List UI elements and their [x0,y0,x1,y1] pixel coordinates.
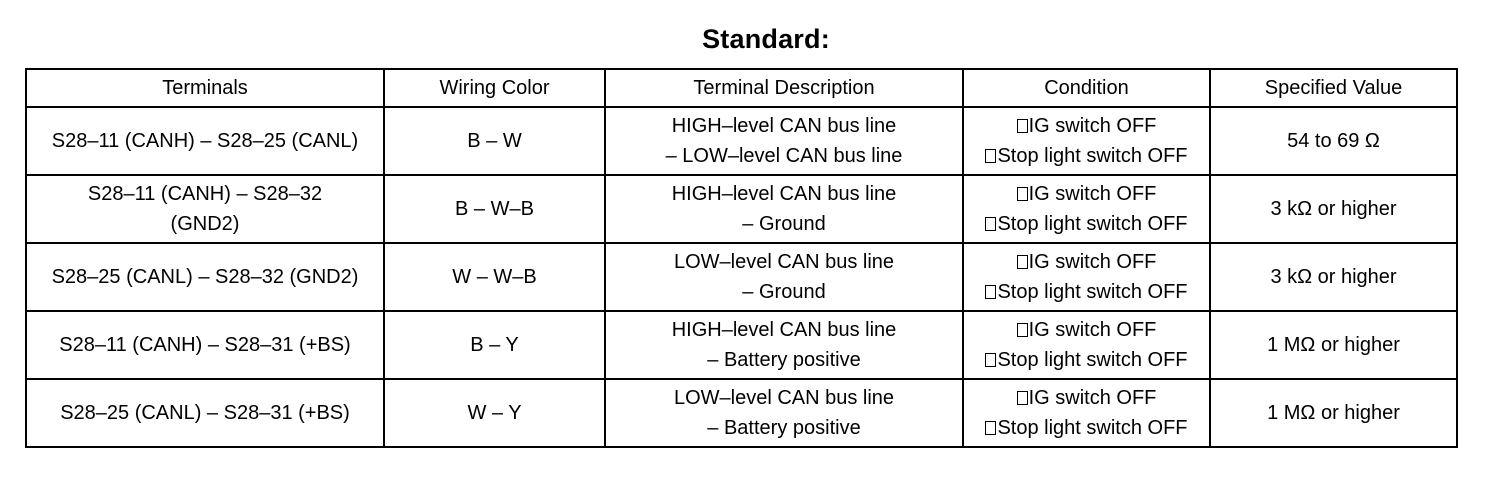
description-line: – Battery positive [707,349,861,371]
description-line: HIGH–level CAN bus line [671,115,897,137]
checkbox-square-icon [985,149,996,163]
header-specified-value: Specified Value [1210,69,1457,107]
cell-specified-value: 1 MΩ or higher [1210,379,1457,447]
page-title: Standard: [702,24,830,54]
table-row [26,107,1457,175]
condition-text: IG switch OFF [1028,183,1157,205]
checkbox-square-icon [985,421,996,435]
condition-line [970,179,1203,209]
cell-specified-value: 3 kΩ or higher [1210,243,1457,311]
header-terminals: Terminals [26,69,384,107]
cell-condition [963,311,1210,379]
condition-line [970,247,1203,277]
description-line: HIGH–level CAN bus line [671,319,897,341]
condition-line [970,141,1203,171]
checkbox-square-icon [1017,391,1028,405]
condition-text: Stop light switch OFF [997,281,1188,303]
checkbox-square-icon [985,285,996,299]
checkbox-square-icon [1017,255,1028,269]
cell-condition [963,175,1210,243]
cell-terminals: S28–25 (CANL) – S28–32 (GND2) [26,243,384,311]
cell-terminals: S28–25 (CANL) – S28–31 (+BS) [26,379,384,447]
checkbox-square-icon [985,217,996,231]
standard-spec-table [25,68,1458,448]
header-wiring-color: Wiring Color [384,69,605,107]
checkbox-square-icon [985,353,996,367]
condition-line [970,277,1203,307]
header-terminal-description: Terminal Description [605,69,963,107]
cell-condition [963,379,1210,447]
condition-line [970,383,1203,413]
condition-text: Stop light switch OFF [997,213,1188,235]
cell-specified-value: 3 kΩ or higher [1210,175,1457,243]
cell-condition [963,243,1210,311]
table-row [26,311,1457,379]
cell-terminal-description [605,379,963,447]
table-header-row [26,69,1457,107]
description-line: – LOW–level CAN bus line [665,145,903,167]
cell-wiring-color: B – W [384,107,605,175]
description-line: HIGH–level CAN bus line [671,183,897,205]
cell-wiring-color: W – Y [384,379,605,447]
table-row [26,379,1457,447]
cell-terminals: S28–11 (CANH) – S28–25 (CANL) [26,107,384,175]
condition-line [970,345,1203,375]
description-line: LOW–level CAN bus line [673,387,895,409]
header-condition: Condition [963,69,1210,107]
cell-terminals [26,175,384,243]
condition-text: IG switch OFF [1028,115,1157,137]
cell-terminal-description [605,311,963,379]
cell-specified-value: 1 MΩ or higher [1210,311,1457,379]
condition-text: IG switch OFF [1028,319,1157,341]
condition-line [970,315,1203,345]
checkbox-square-icon [1017,119,1028,133]
cell-specified-value: 54 to 69 Ω [1210,107,1457,175]
description-line: – Ground [742,281,826,303]
cell-condition [963,107,1210,175]
condition-text: Stop light switch OFF [997,349,1188,371]
terminals-text: S28–11 (CANH) – S28–32 (GND2) [87,183,323,235]
checkbox-square-icon [1017,323,1028,337]
condition-line [970,111,1203,141]
description-line: – Ground [742,213,826,235]
cell-wiring-color: B – Y [384,311,605,379]
table-row [26,175,1457,243]
cell-terminal-description [605,107,963,175]
cell-terminal-description [605,175,963,243]
condition-line [970,209,1203,239]
checkbox-square-icon [1017,187,1028,201]
cell-wiring-color: W – W–B [384,243,605,311]
cell-terminals: S28–11 (CANH) – S28–31 (+BS) [26,311,384,379]
condition-text: IG switch OFF [1028,387,1157,409]
condition-text: Stop light switch OFF [997,145,1188,167]
cell-terminal-description [605,243,963,311]
condition-text: Stop light switch OFF [997,417,1188,439]
description-line: LOW–level CAN bus line [673,251,895,273]
cell-wiring-color: B – W–B [384,175,605,243]
condition-text: IG switch OFF [1028,251,1157,273]
table-row [26,243,1457,311]
description-line: – Battery positive [707,417,861,439]
condition-line [970,413,1203,443]
